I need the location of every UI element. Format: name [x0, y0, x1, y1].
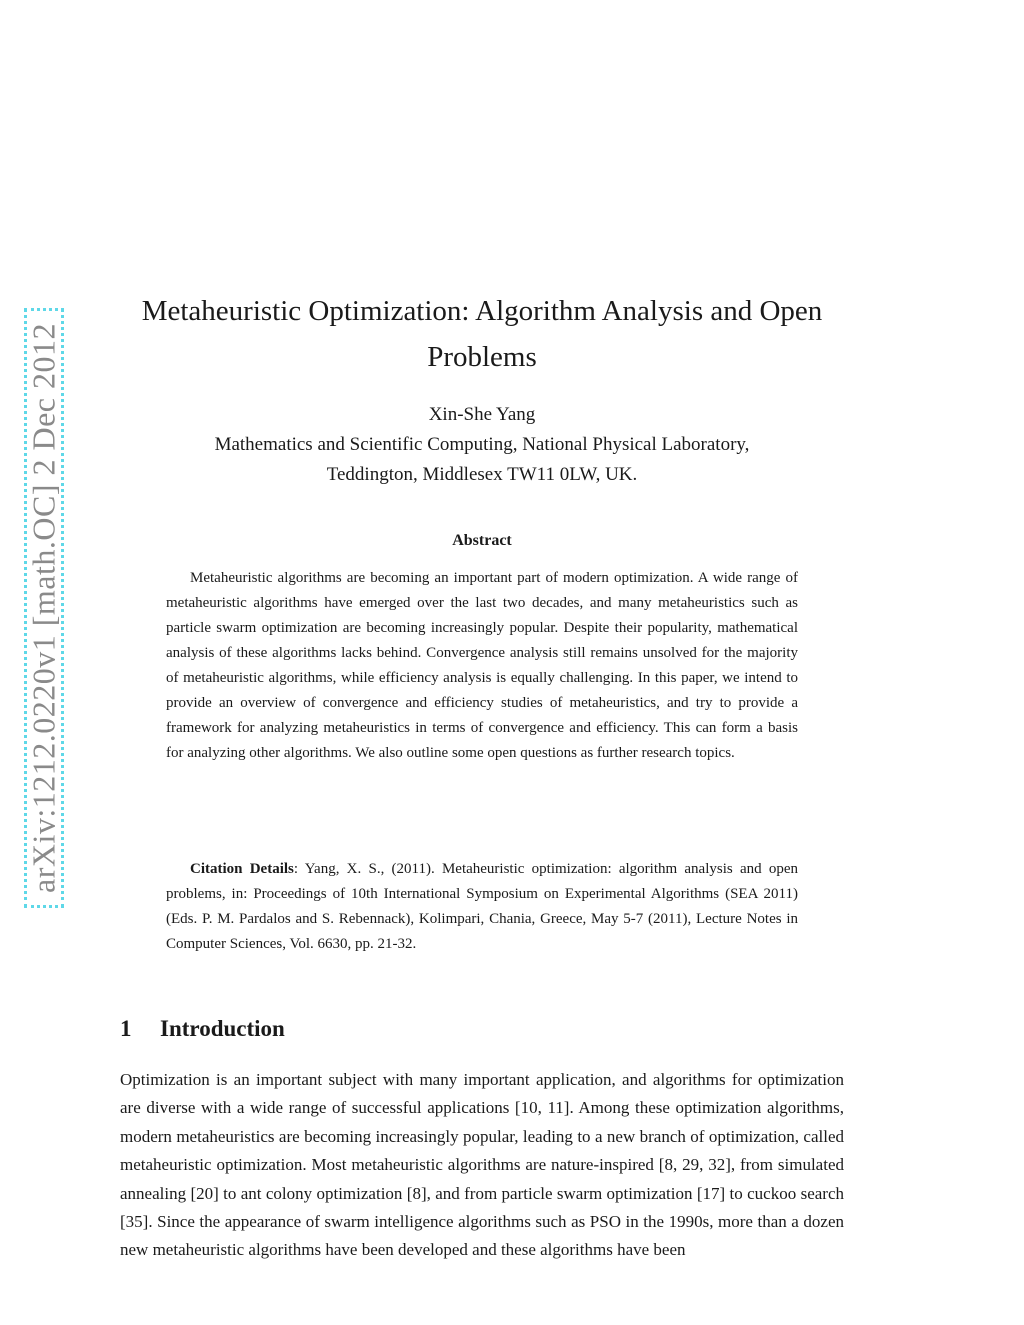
citation-label: Citation Details [190, 861, 294, 877]
abstract-text: Metaheuristic algorithms are becoming an important part of modern optimization. A wide range of metaheuristic algorithms have emerged over the last two decades, and many metaheuristics such as particle swarm optimization are becoming increasingly popular. Despite their popularity, mathematical analysis of these algorithms lacks behind. Convergence analysis still remains unsolved for the majority of metaheuristic algorithms, while efficiency analysis is equally challenging. In this paper, we intend to provide an overview of convergence and efficiency studies of metaheuristics, and try to provide a framework for analyzing metaheuristics in terms of convergence and efficiency. This can form a basis for analyzing other algorithms. We also outline some open questions as further research topics. [166, 570, 798, 761]
author-block [120, 400, 844, 490]
arxiv-stamp [24, 308, 64, 908]
introduction-text: Optimization is an important subject with many important application, and algorithms for optimization are diverse with a wide range of successful applications [10, 11]. Among these optimization algorithms, modern metaheuristics are becoming increasingly popular, leading to a new branch of optimization, called metaheuristic optimization. Most metaheuristic algorithms are nature-inspired [8, 29, 32], from simulated annealing [20] to ant colony optimization [8], and from particle swarm optimization [17] to cuckoo search [35]. Since the appearance of swarm intelligence algorithms such as PSO in the 1990s, more than a dozen new metaheuristic algorithms have been developed and these algorithms have been [120, 1070, 844, 1260]
section-heading [120, 1016, 285, 1042]
section-number: 1 [120, 1016, 132, 1041]
section-title: Introduction [160, 1016, 285, 1041]
citation-text: : Yang, X. S., (2011). Metaheuristic optimization: algorithm analysis and open problems, in: Proceedings of 10th International Symposium on Experimental Algorithms (SEA 2011) (Eds. P. M. Pardalos and S. Rebennack), Kolimpari, Chania, Greece, May 5-7 (2011), Lecture Notes in Computer Sciences, Vol. 6630, pp. 21-32. [166, 861, 798, 952]
paper-title: Metaheuristic Optimization: Algorithm Analysis and Open Problems [141, 295, 823, 373]
author-affiliation-line2: Teddington, Middlesex TW11 0LW, UK. [326, 464, 638, 485]
citation-details [166, 857, 798, 957]
author-affiliation-line1: Mathematics and Scientific Computing, National Physical Laboratory, [214, 434, 750, 455]
abstract-heading: Abstract [452, 532, 512, 549]
author-name: Xin-She Yang [428, 404, 536, 425]
arxiv-stamp-text: arXiv:1212.0220v1 [math.OC] 2 Dec 2012 [25, 322, 62, 894]
